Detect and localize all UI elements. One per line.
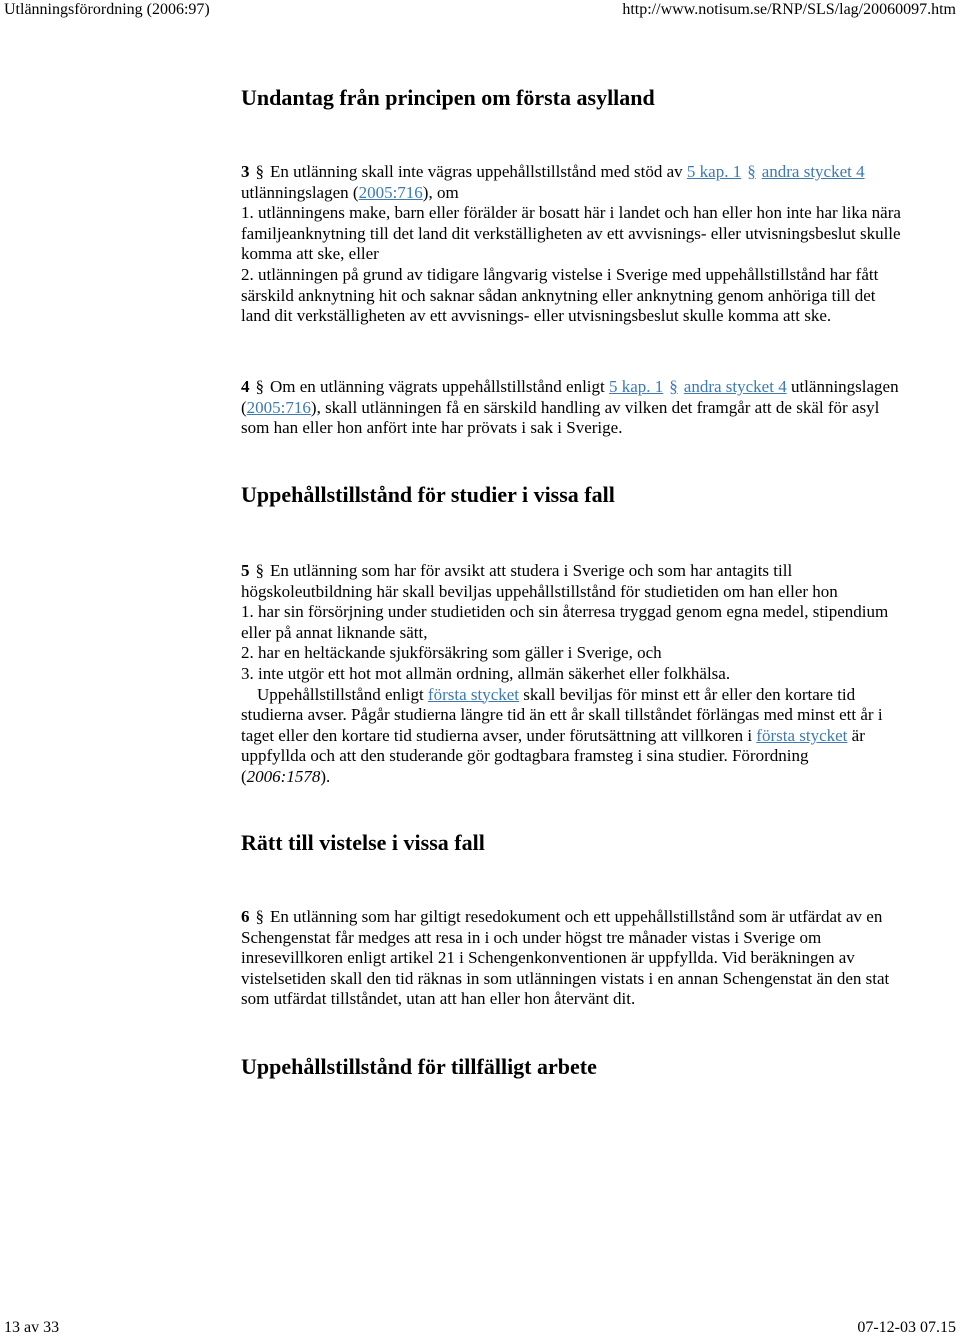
section-3-item-2: 2. utlänningen på grund av tidigare långvarig vistelse i Sverige med uppehållstillstånd har fått särskild anknytning hit och saknar sådan anknytning eller anknytning genom anhöriga till det land dit verkställigheten av ett avvisnings- eller utvisningsbeslut skulle komma att ske. — [241, 264, 879, 326]
section-4-text: utlänningslagen ( — [241, 377, 899, 417]
section-3 — [241, 162, 901, 327]
link-andra-stycket-4[interactable]: andra stycket 4 — [761, 162, 865, 181]
section-5-item-1: 1. har sin försörjning under studietiden och sin återresa tryggad genom egna medel, stipendium eller på annat liknande sätt, — [241, 602, 889, 642]
link-sfs-2005-716[interactable]: 2005:716 — [246, 397, 311, 417]
section-icon: § — [255, 907, 264, 926]
header-url: http://www.notisum.se/RNP/SLS/lag/20060097.htm — [622, 1, 956, 18]
heading-arbete: Uppehållstillstånd för tillfälligt arbete — [241, 1054, 597, 1079]
section-5-item-2: 2. har en heltäckande sjukförsäkring som gäller i Sverige, och — [241, 643, 662, 663]
section-5-paragraph-2 — [241, 685, 901, 788]
heading-vistelse: Rätt till vistelse i vissa fall — [241, 830, 485, 855]
link-forsta-stycket[interactable]: första stycket — [756, 725, 848, 745]
header-title: Utlänningsförordning (2006:97) — [4, 1, 210, 18]
section-3-item-1: 1. utlänningens make, barn eller förälder är bosatt här i landet och han eller hon inte har lika nära familjeanknytning till det land dit verkställigheten av ett avvisnings- eller utvisningsbeslut skulle komma att ske, eller — [241, 203, 901, 264]
section-link-icon[interactable]: § — [669, 377, 678, 396]
section-5-text: skall beviljas för minst ett år eller den kortare tid studierna avser. Pågår studierna längre tid än ett år skall tillståndet förlängas med minst ett år i taget eller den kortare tid studierna avser, under förutsättning att villkoren i — [241, 684, 883, 745]
section-6-text: En utlänning som har giltigt resedokument och ett uppehållstillstånd som är utfärdat av en Schengenstat får medges att resa in i och under högst tre månader vistas i Sverige om inresevillkoren enligt artikel 21 i Schengenkonventionen är uppfyllda. Vid beräkningen av vistelsetiden skall den tid räknas in som utlänningen vistats i en annan Schengenstat än den stat som utfärdat tillståndet, utan att han eller hon återvänt dit. — [241, 907, 890, 1009]
print-timestamp: 07-12-03 07.15 — [857, 1319, 956, 1336]
heading-studier: Uppehållstillstånd för studier i vissa fall — [241, 482, 615, 507]
link-5-kap-1[interactable]: 5 kap. 1 — [686, 162, 742, 181]
section-6 — [241, 907, 901, 1010]
section-number: 3 — [241, 162, 250, 181]
link-andra-stycket-4[interactable]: andra stycket 4 — [683, 377, 787, 396]
section-5-text: ). — [320, 766, 331, 786]
section-number: 4 — [241, 377, 250, 396]
section-3-text: En utlänning skall inte vägras uppehållstillstånd med stöd av — [270, 162, 683, 181]
link-sfs-2005-716[interactable]: 2005:716 — [358, 182, 423, 202]
section-icon: § — [255, 162, 264, 181]
section-number: 5 — [241, 561, 250, 580]
section-3-intro — [241, 162, 901, 203]
section-4-text: Om en utlänning vägrats uppehållstillstånd enligt — [270, 377, 605, 396]
section-3-text: utlänningslagen ( — [241, 182, 359, 202]
ordinance-reference: 2006:1578 — [246, 766, 321, 786]
section-4-text: ), skall utlänningen få en särskild handling av vilken det framgår att de skäl för asyl som han eller hon anfört inte har prövats i sak i Sverige. — [241, 397, 880, 438]
link-forsta-stycket[interactable]: första stycket — [427, 684, 520, 704]
link-5-kap-1[interactable]: 5 kap. 1 — [609, 377, 664, 396]
section-5-text: En utlänning som har för avsikt att studera i Sverige och som har antagits till högskoleutbildning här skall beviljas uppehållstillstånd för studietiden om han eller hon — [241, 561, 838, 601]
section-icon: § — [255, 561, 264, 580]
section-icon: § — [255, 377, 264, 396]
section-5-intro — [241, 561, 901, 602]
section-5-text: är uppfyllda och att den studerande gör godtagbara framsteg i sina studier. Förordning ( — [241, 725, 865, 786]
section-5 — [241, 561, 901, 788]
section-5-item-3: 3. inte utgör ett hot mot allmän ordning, allmän säkerhet eller folkhälsa. — [241, 663, 731, 683]
section-3-text: ), om — [422, 182, 459, 202]
section-link-icon[interactable]: § — [747, 162, 756, 181]
section-number: 6 — [241, 907, 250, 926]
heading-undantag: Undantag från principen om första asylland — [241, 85, 655, 110]
section-5-text: Uppehållstillstånd enligt — [257, 684, 424, 704]
page-count: 13 av 33 — [4, 1319, 60, 1336]
section-4 — [241, 377, 901, 439]
